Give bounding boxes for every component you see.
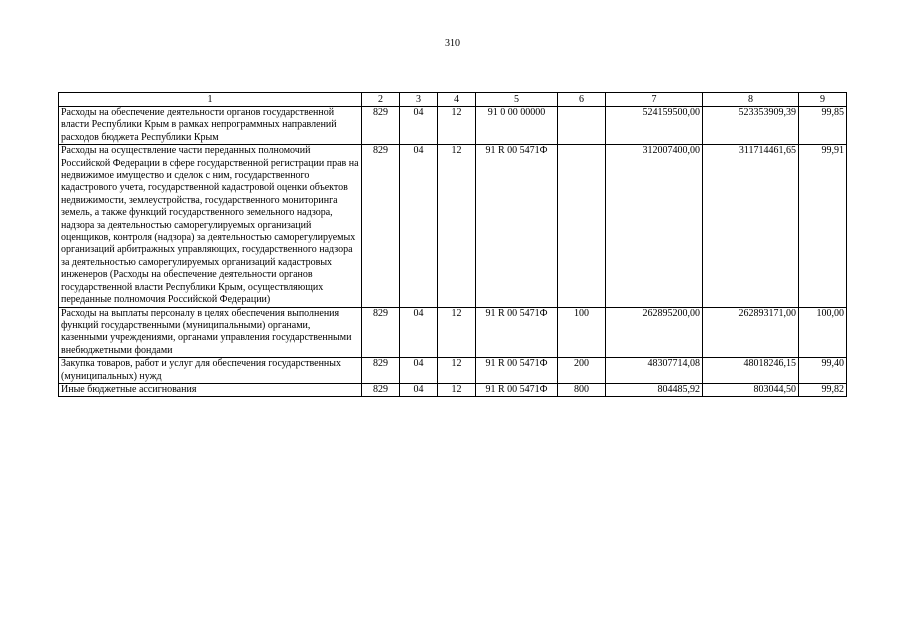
row-description: Расходы на осуществление части переданных полномочий Российской Федерации в сфере государственной регистрации прав на недвижимое имущество и сделок с ним, государственного кадастрового учета, государственной кадастровой оценки объектов недвижимости, землеустройства, государственного мониторинга земель, а также функций государственного земельного надзора, надзора за деятельностью саморегулируемых организаций оценщиков, контроля (надзора) за деятельностью саморегулируемых организаций арбитражных управляющих, государственного надзора за деятельностью саморегулируемых организаций кадастровых инженеров (Расходы на обеспечение деятельности органов государственной власти Республики Крым, осуществляющих переданные полномочия Российской Федерации) xyxy=(59,145,362,307)
planned-amount: 312007400,00 xyxy=(606,145,703,307)
table-row xyxy=(59,107,847,145)
execution-percent: 99,91 xyxy=(799,145,847,307)
execution-percent: 99,82 xyxy=(799,383,847,396)
header-cell-6: 6 xyxy=(558,93,606,107)
header-cell-7: 7 xyxy=(606,93,703,107)
execution-percent: 99,85 xyxy=(799,107,847,145)
header-cell-2: 2 xyxy=(362,93,400,107)
section-code: 04 xyxy=(400,107,438,145)
row-description: Закупка товаров, работ и услуг для обеспечения государственных (муниципальных) нужд xyxy=(59,358,362,384)
execution-percent: 99,40 xyxy=(799,358,847,384)
subsection-code: 12 xyxy=(438,107,476,145)
header-cell-3: 3 xyxy=(400,93,438,107)
planned-amount: 524159500,00 xyxy=(606,107,703,145)
subsection-code: 12 xyxy=(438,358,476,384)
target-item-code: 91 R 00 5471Ф xyxy=(476,145,558,307)
table-row xyxy=(59,145,847,307)
row-description: Иные бюджетные ассигнования xyxy=(59,383,362,396)
section-code: 04 xyxy=(400,358,438,384)
ministry-code: 829 xyxy=(362,145,400,307)
planned-amount: 48307714,08 xyxy=(606,358,703,384)
expense-type-code xyxy=(558,145,606,307)
subsection-code: 12 xyxy=(438,145,476,307)
planned-amount: 804485,92 xyxy=(606,383,703,396)
header-cell-8: 8 xyxy=(703,93,799,107)
header-cell-1: 1 xyxy=(59,93,362,107)
executed-amount: 311714461,65 xyxy=(703,145,799,307)
executed-amount: 262893171,00 xyxy=(703,307,799,358)
subsection-code: 12 xyxy=(438,307,476,358)
executed-amount: 803044,50 xyxy=(703,383,799,396)
section-code: 04 xyxy=(400,307,438,358)
row-description: Расходы на выплаты персоналу в целях обеспечения выполнения функций государственными (муниципальными) органами, казенными учреждениями, органами управления государственными внебюджетными фондами xyxy=(59,307,362,358)
section-code: 04 xyxy=(400,145,438,307)
budget-table xyxy=(58,92,847,397)
executed-amount: 523353909,39 xyxy=(703,107,799,145)
section-code: 04 xyxy=(400,383,438,396)
table-row xyxy=(59,383,847,396)
target-item-code: 91 R 00 5471Ф xyxy=(476,307,558,358)
execution-percent: 100,00 xyxy=(799,307,847,358)
header-cell-9: 9 xyxy=(799,93,847,107)
header-cell-4: 4 xyxy=(438,93,476,107)
ministry-code: 829 xyxy=(362,358,400,384)
target-item-code: 91 0 00 00000 xyxy=(476,107,558,145)
expense-type-code: 800 xyxy=(558,383,606,396)
ministry-code: 829 xyxy=(362,107,400,145)
header-row xyxy=(59,93,847,107)
subsection-code: 12 xyxy=(438,383,476,396)
expense-type-code: 100 xyxy=(558,307,606,358)
row-description: Расходы на обеспечение деятельности органов государственной власти Республики Крым в рамках непрограммных направлений расходов бюджета Республики Крым xyxy=(59,107,362,145)
page-number: 310 xyxy=(445,38,460,49)
expense-type-code xyxy=(558,107,606,145)
ministry-code: 829 xyxy=(362,383,400,396)
header-cell-5: 5 xyxy=(476,93,558,107)
executed-amount: 48018246,15 xyxy=(703,358,799,384)
planned-amount: 262895200,00 xyxy=(606,307,703,358)
target-item-code: 91 R 00 5471Ф xyxy=(476,358,558,384)
table-row xyxy=(59,358,847,384)
target-item-code: 91 R 00 5471Ф xyxy=(476,383,558,396)
table-row xyxy=(59,307,847,358)
ministry-code: 829 xyxy=(362,307,400,358)
expense-type-code: 200 xyxy=(558,358,606,384)
